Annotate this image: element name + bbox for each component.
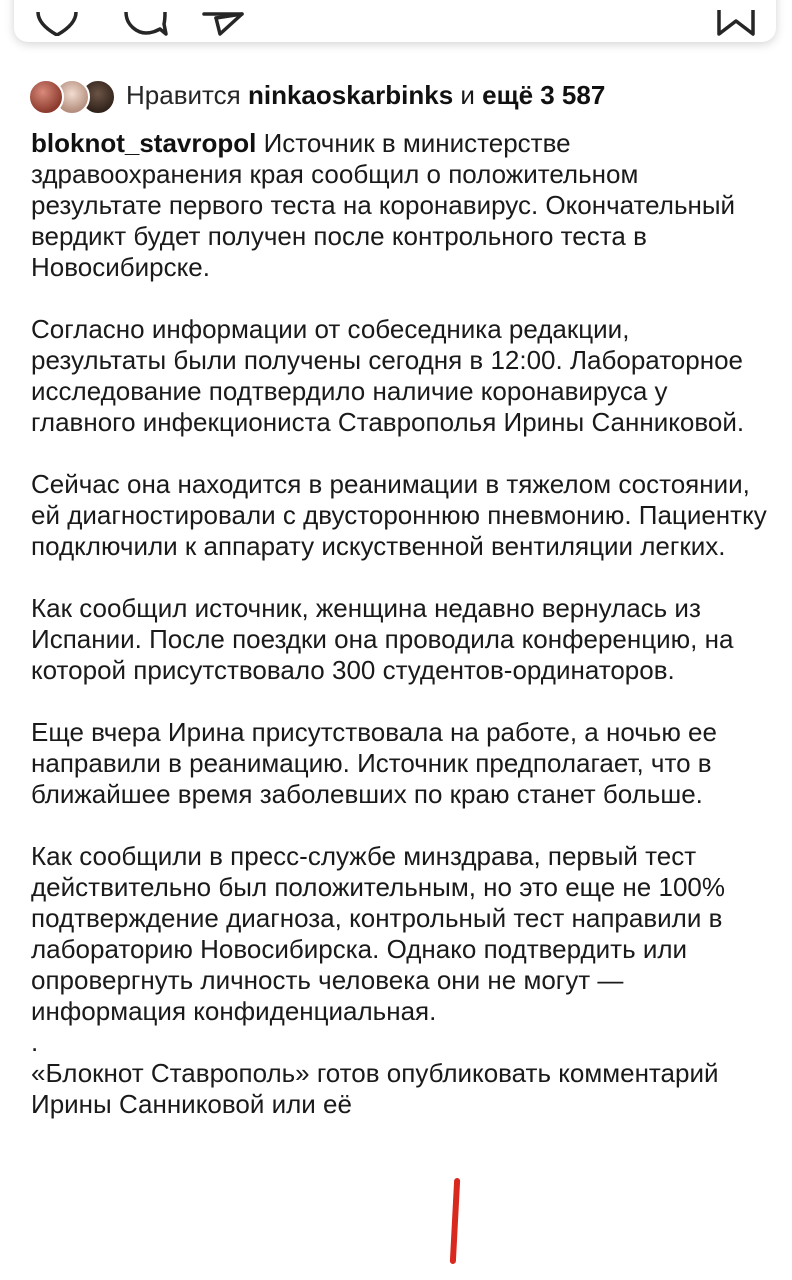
likes-connector: и bbox=[460, 79, 475, 110]
caption-paragraph: «Блокнот Ставрополь» готов опубликовать комментарий Ирины Санниковой или её bbox=[31, 1058, 719, 1119]
likes-prefix: Нравится bbox=[126, 79, 241, 110]
avatar bbox=[28, 79, 64, 115]
caption-paragraph: Согласно информации от собеседника редакции, результаты были получены сегодня в 12:00. Лабораторное исследование подтвердило наличие коронавируса у главного инфекциониста Ставрополья Ирины Санниковой. bbox=[31, 314, 745, 437]
bookmark-icon[interactable] bbox=[716, 10, 756, 36]
post-caption bbox=[31, 128, 771, 1151]
likes-count[interactable]: ещё 3 587 bbox=[482, 79, 606, 110]
liker-username[interactable]: ninkaoskarbinks bbox=[247, 79, 454, 110]
action-bar-card bbox=[14, 0, 776, 42]
share-icon[interactable] bbox=[202, 12, 246, 36]
heart-icon[interactable] bbox=[34, 12, 80, 36]
caption-separator: . bbox=[31, 1027, 39, 1057]
likes-summary[interactable] bbox=[28, 74, 605, 116]
caption-paragraph: Как сообщили в пресс-службе минздрава, первый тест действительно был положительным, но это еще не 100% подтверждение диагноза, контрольный тест направили в лабораторию Новосибирска. Однако подтвердить или опровергнуть личность человека они не могут — информация конфиденциальная. bbox=[31, 841, 725, 1026]
caption-paragraph: Еще вчера Ирина присутствовала на работе, а ночью ее направили в реанимацию. Источник предполагает, что в ближайшее время заболевших по краю станет больше. bbox=[31, 717, 717, 809]
caption-text: Источник в министерстве здравоохранения края сообщил о положительном результате первого теста на коронавирус. Окончательный вердикт будет получен после контрольного теста в Новосибирске. bbox=[31, 128, 736, 282]
liker-avatars bbox=[28, 76, 116, 114]
caption-paragraph: Как сообщил источник, женщина недавно вернулась из Испании. После поездки она проводила конференцию, на которой присутствовало 300 студентов-ординаторов. bbox=[31, 593, 734, 685]
caption-paragraph: Сейчас она находится в реанимации в тяжелом состоянии, ей диагностировали с двустороннюю пневмонию. Пациентку подключили к аппарату искуственной вентиляции легких. bbox=[31, 469, 767, 561]
comment-icon[interactable] bbox=[122, 12, 168, 36]
red-annotation-line bbox=[450, 1178, 460, 1264]
caption-paragraph bbox=[31, 128, 771, 283]
author-username[interactable]: bloknot_stavropol bbox=[31, 128, 257, 158]
